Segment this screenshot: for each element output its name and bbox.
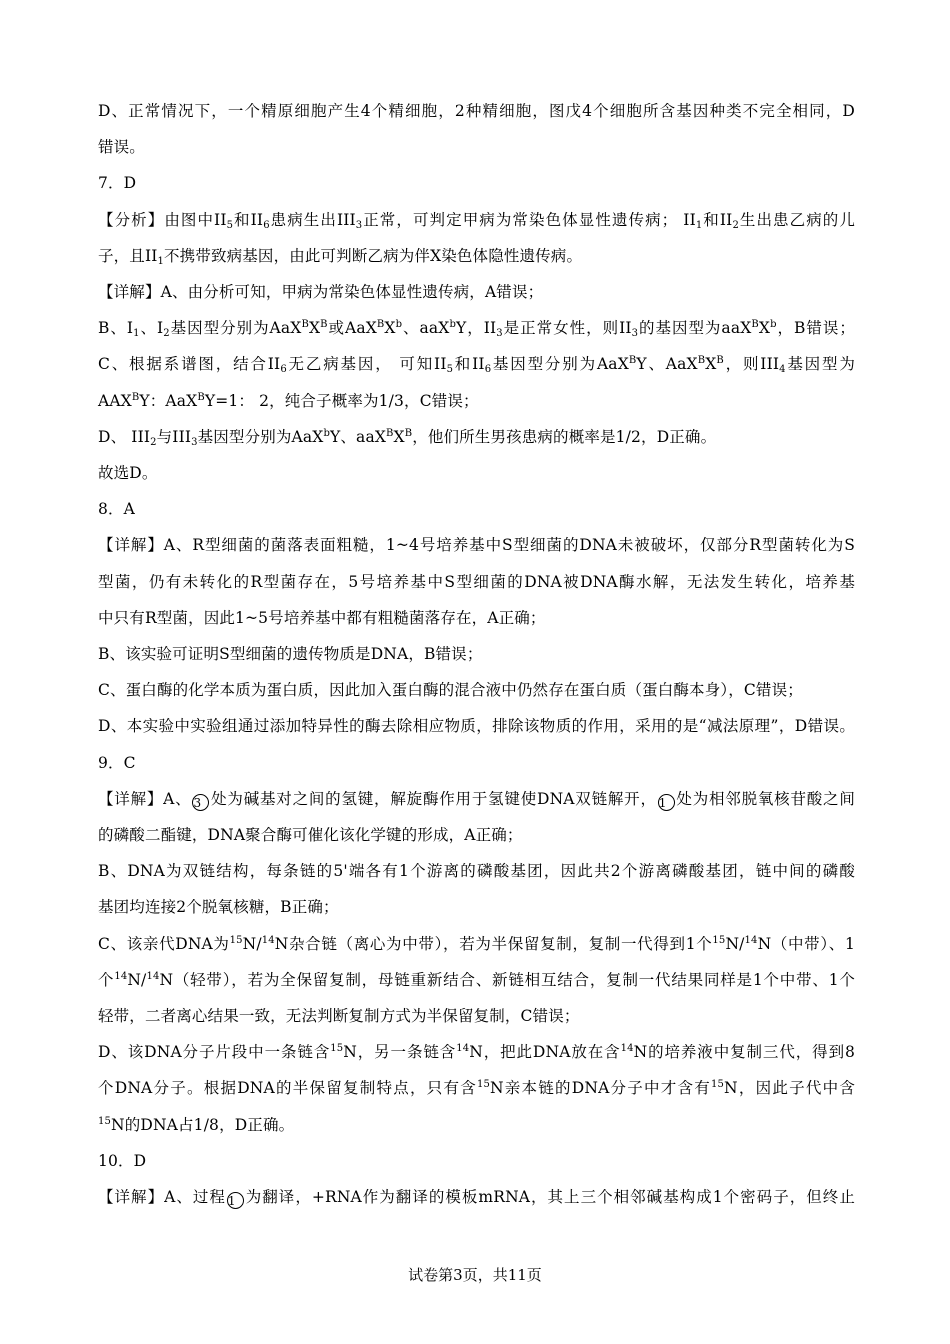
text-line: 型菌，仍有未转化的R型菌存在，5号培养基中S型细菌的DNA被DNA酶水解，无法发生转化，培养基 <box>98 572 855 591</box>
text-line: B、$I_1$、$I_2$基因型分别为$AaX^BX^B$或$AaX^BX^b$、aaX$^b$Y，$II_3$是正常女性，则$II_3$的基因型为$aaX^BX^b$，B错误； <box>98 319 855 340</box>
text-line: 子，且$II_1$不携带致病基因，由此可判断乙病为伴X染色体隐性遗传病。 <box>98 246 583 267</box>
text-line: 【分析】由图中$II_5$和$II_6$患病生出$III_3$正常，可判定甲病为常染色体显性遗传病； $II_1$和$II_2$生出患乙病的儿 <box>98 210 856 231</box>
text-line: B、该实验可证明S型细菌的遗传物质是DNA，B错误； <box>98 645 483 664</box>
text-line: 基团均连接2个脱氧核糖，B正确； <box>98 898 339 917</box>
text-line: D、 $III_2$与$III_3$基因型分别为AaX$^b$Y、$aaX^BX^B$，他们所生男孩患病的概率是1/2，D正确。 <box>98 427 717 448</box>
question-number: 8．A <box>98 500 136 519</box>
text-line: D、本实验中实验组通过添加特异性的酶去除相应物质，排除该物质的作用，采用的是“减法原理”，D错误。 <box>98 717 855 736</box>
question-number: 7．D <box>98 174 137 193</box>
circled-number-1: 1 <box>227 1192 244 1209</box>
text-line: 个$^{14}$N/$^{14}$N（轻带），若为全保留复制，母链重新结合、新链相互结合，复制一代结果同样是1个中带、1个 <box>98 970 856 989</box>
text-line: B、DNA为双链结构，每条链的5'端各有1个游离的磷酸基团，因此共2个游离磷酸基团，链中间的磷酸 <box>98 862 855 881</box>
text-line: 个DNA分子。根据DNA的半保留复制特点，只有含$^{15}$N亲本链的DNA分子中才含有$^{15}$N，因此子代中含 <box>98 1079 855 1098</box>
question-number: 10．D <box>98 1151 147 1170</box>
text-line: 错误。 <box>98 138 145 157</box>
circled-number-1: 1 <box>658 794 675 811</box>
text-line: 故选D。 <box>98 464 158 483</box>
circled-number-3: 3 <box>192 794 209 811</box>
text-line: $^{15}$N的DNA占1/8，D正确。 <box>98 1115 295 1134</box>
text-line: $AAX^BY$：AaX$^B$Y=1： 2，纯合子概率为1/3，C错误； <box>98 391 479 410</box>
text-line: 【详解】A、由分析可知，甲病为常染色体显性遗传病，A错误； <box>98 283 544 302</box>
text-line: 的磷酸二酯键，DNA聚合酶可催化该化学键的形成，A正确； <box>98 826 523 845</box>
text-line: D、正常情况下，一个精原细胞产生4个精细胞，2种精细胞，图戊4个细胞所含基因种类不完全相同，D <box>98 102 855 120</box>
text-line: 【详解】A、过程 1 为翻译，+RNA作为翻译的模板mRNA，其上三个相邻碱基构成1个密码子，但终止 <box>98 1188 855 1209</box>
text-line: 【详解】A、R型细菌的菌落表面粗糙，1~4号培养基中S型细菌的DNA未被破坏，仅部分R型菌转化为S <box>98 536 855 555</box>
text-line: 轻带，二者离心结果一致，无法判断复制方式为半保留复制，C错误； <box>98 1007 580 1026</box>
question-number: 9．C <box>98 753 136 772</box>
text-line: D、该DNA分子片段中一条链含$^{15}$N，另一条链含$^{14}$N，把此DNA放在含$^{14}$N的培养液中复制三代，得到8 <box>98 1043 855 1062</box>
text-line: C、该亲代DNA为$^{15}$N/$^{14}$N杂合链（离心为中带），若为半保留复制，复制一代得到1个$^{15}$N/$^{14}$N（中带）、1 <box>98 934 855 953</box>
text-line: C、蛋白酶的化学本质为蛋白质，因此加入蛋白酶的混合液中仍然存在蛋白质（蛋白酶本身），C错误； <box>98 681 803 700</box>
text-line: C、根据系谱图，结合$II_6$无乙病基因， 可知$II_5$和$II_6$基因型分别为AaX$^B$Y、$AaX^BX^B$，则$III_4$基因型为 <box>98 355 856 376</box>
page-footer: 试卷第3页，共11页 <box>408 1266 542 1284</box>
text-line: 【详解】A、 3 处为碱基对之间的氢键，解旋酶作用于氢键使DNA双链解开， 1 处为相邻脱氧核苷酸之间 <box>98 789 855 810</box>
text-line: 中只有R型菌，因此1~5号培养基中都有粗糙菌落存在，A正确； <box>98 608 546 627</box>
answer-content <box>98 93 855 1215</box>
